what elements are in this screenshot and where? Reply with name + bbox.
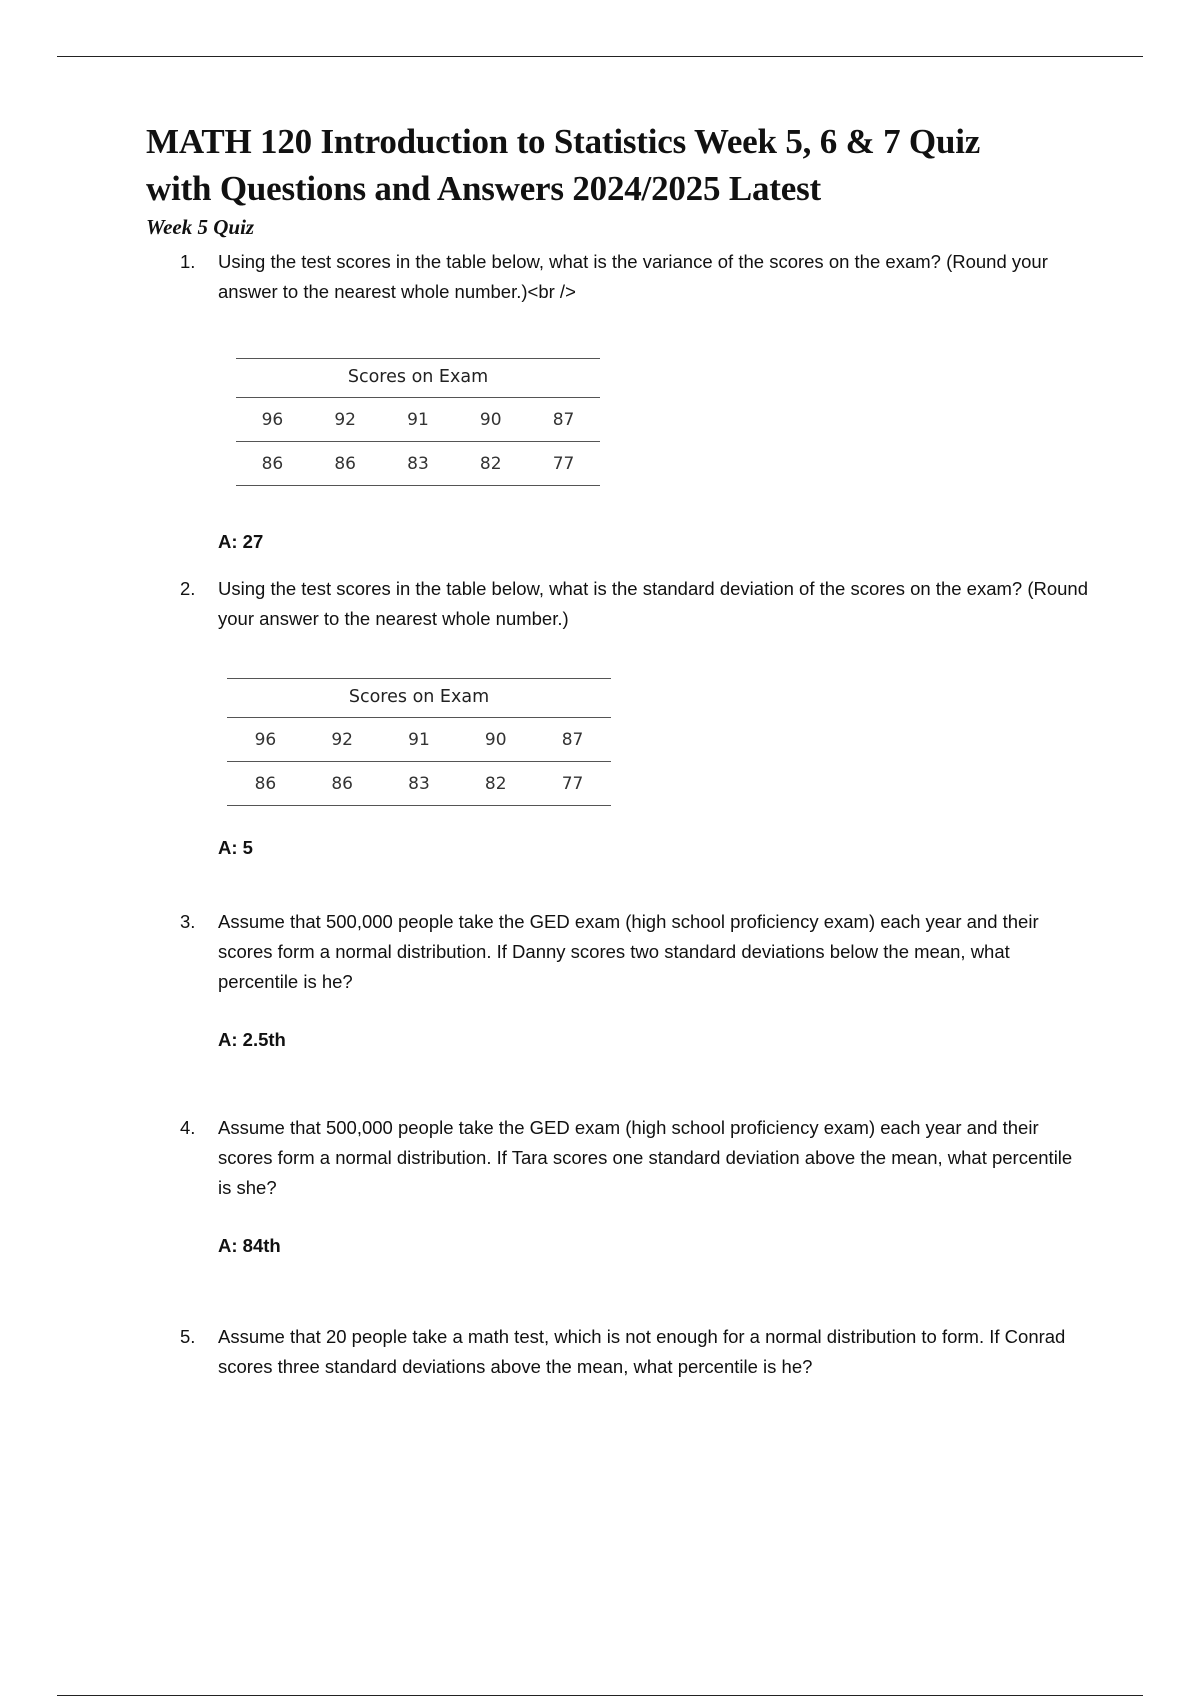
table-cell: 86 (227, 762, 304, 806)
question-number: 4. (180, 1117, 196, 1138)
question-text: Using the test scores in the table below, what is the standard deviation of the scores on the exam? (Round your answer to the nearest whole number.) (218, 578, 1089, 629)
table-cell: 86 (304, 762, 381, 806)
answer-2: A: 5 (218, 837, 253, 858)
section-heading: Week 5 Quiz (146, 215, 255, 239)
question-number: 2. (180, 578, 196, 599)
table-cell: 90 (457, 718, 534, 762)
table-cell: 86 (236, 442, 309, 486)
table-caption: Scores on Exam (236, 359, 600, 398)
table-cell: 83 (381, 762, 458, 806)
question-number: 3. (180, 911, 196, 932)
table-cell: 86 (309, 442, 382, 486)
table-cell: 92 (309, 398, 382, 442)
table-cell: 82 (457, 762, 534, 806)
table-cell: 77 (534, 762, 611, 806)
table-cell: 91 (382, 398, 455, 442)
table-cell: 96 (236, 398, 309, 442)
question-text: Assume that 500,000 people take the GED exam (high school proficiency exam) each year and their scores form a normal distribution. If Tara scores one standard deviation above the mean, what percentile is she? (218, 1117, 1073, 1198)
scores-table-2 (227, 678, 611, 806)
question-text: Using the test scores in the table below, what is the variance of the scores on the exam? (Round your answer to the nearest whole number.)<br /> (218, 251, 1048, 302)
answer-1: A: 27 (218, 531, 264, 552)
question-text: Assume that 500,000 people take the GED exam (high school proficiency exam) each year and their scores form a normal distribution. If Danny scores two standard deviations below the mean, what percentile is he? (218, 911, 1039, 992)
table-cell: 82 (454, 442, 527, 486)
document-title: MATH 120 Introduction to Statistics Week 5, 6 & 7 Quiz with Questions and Answers 2024/2025 Latest (146, 122, 981, 208)
table-cell: 87 (534, 718, 611, 762)
table-cell: 83 (382, 442, 455, 486)
table-cell: 92 (304, 718, 381, 762)
table-cell: 90 (454, 398, 527, 442)
question-number: 5. (180, 1326, 196, 1347)
answer-4: A: 84th (218, 1235, 281, 1256)
answer-3: A: 2.5th (218, 1029, 286, 1050)
table-caption: Scores on Exam (227, 679, 611, 718)
bottom-rule (57, 1695, 1143, 1696)
table-cell: 91 (381, 718, 458, 762)
question-text: Assume that 20 people take a math test, which is not enough for a normal distribution to form. If Conrad scores three standard deviations above the mean, what percentile is he? (218, 1326, 1066, 1377)
table-cell: 77 (527, 442, 600, 486)
table-cell: 87 (527, 398, 600, 442)
scores-table-1 (236, 358, 600, 486)
question-number: 1. (180, 251, 196, 272)
table-cell: 96 (227, 718, 304, 762)
top-rule (57, 56, 1143, 57)
document-header (146, 118, 1106, 240)
